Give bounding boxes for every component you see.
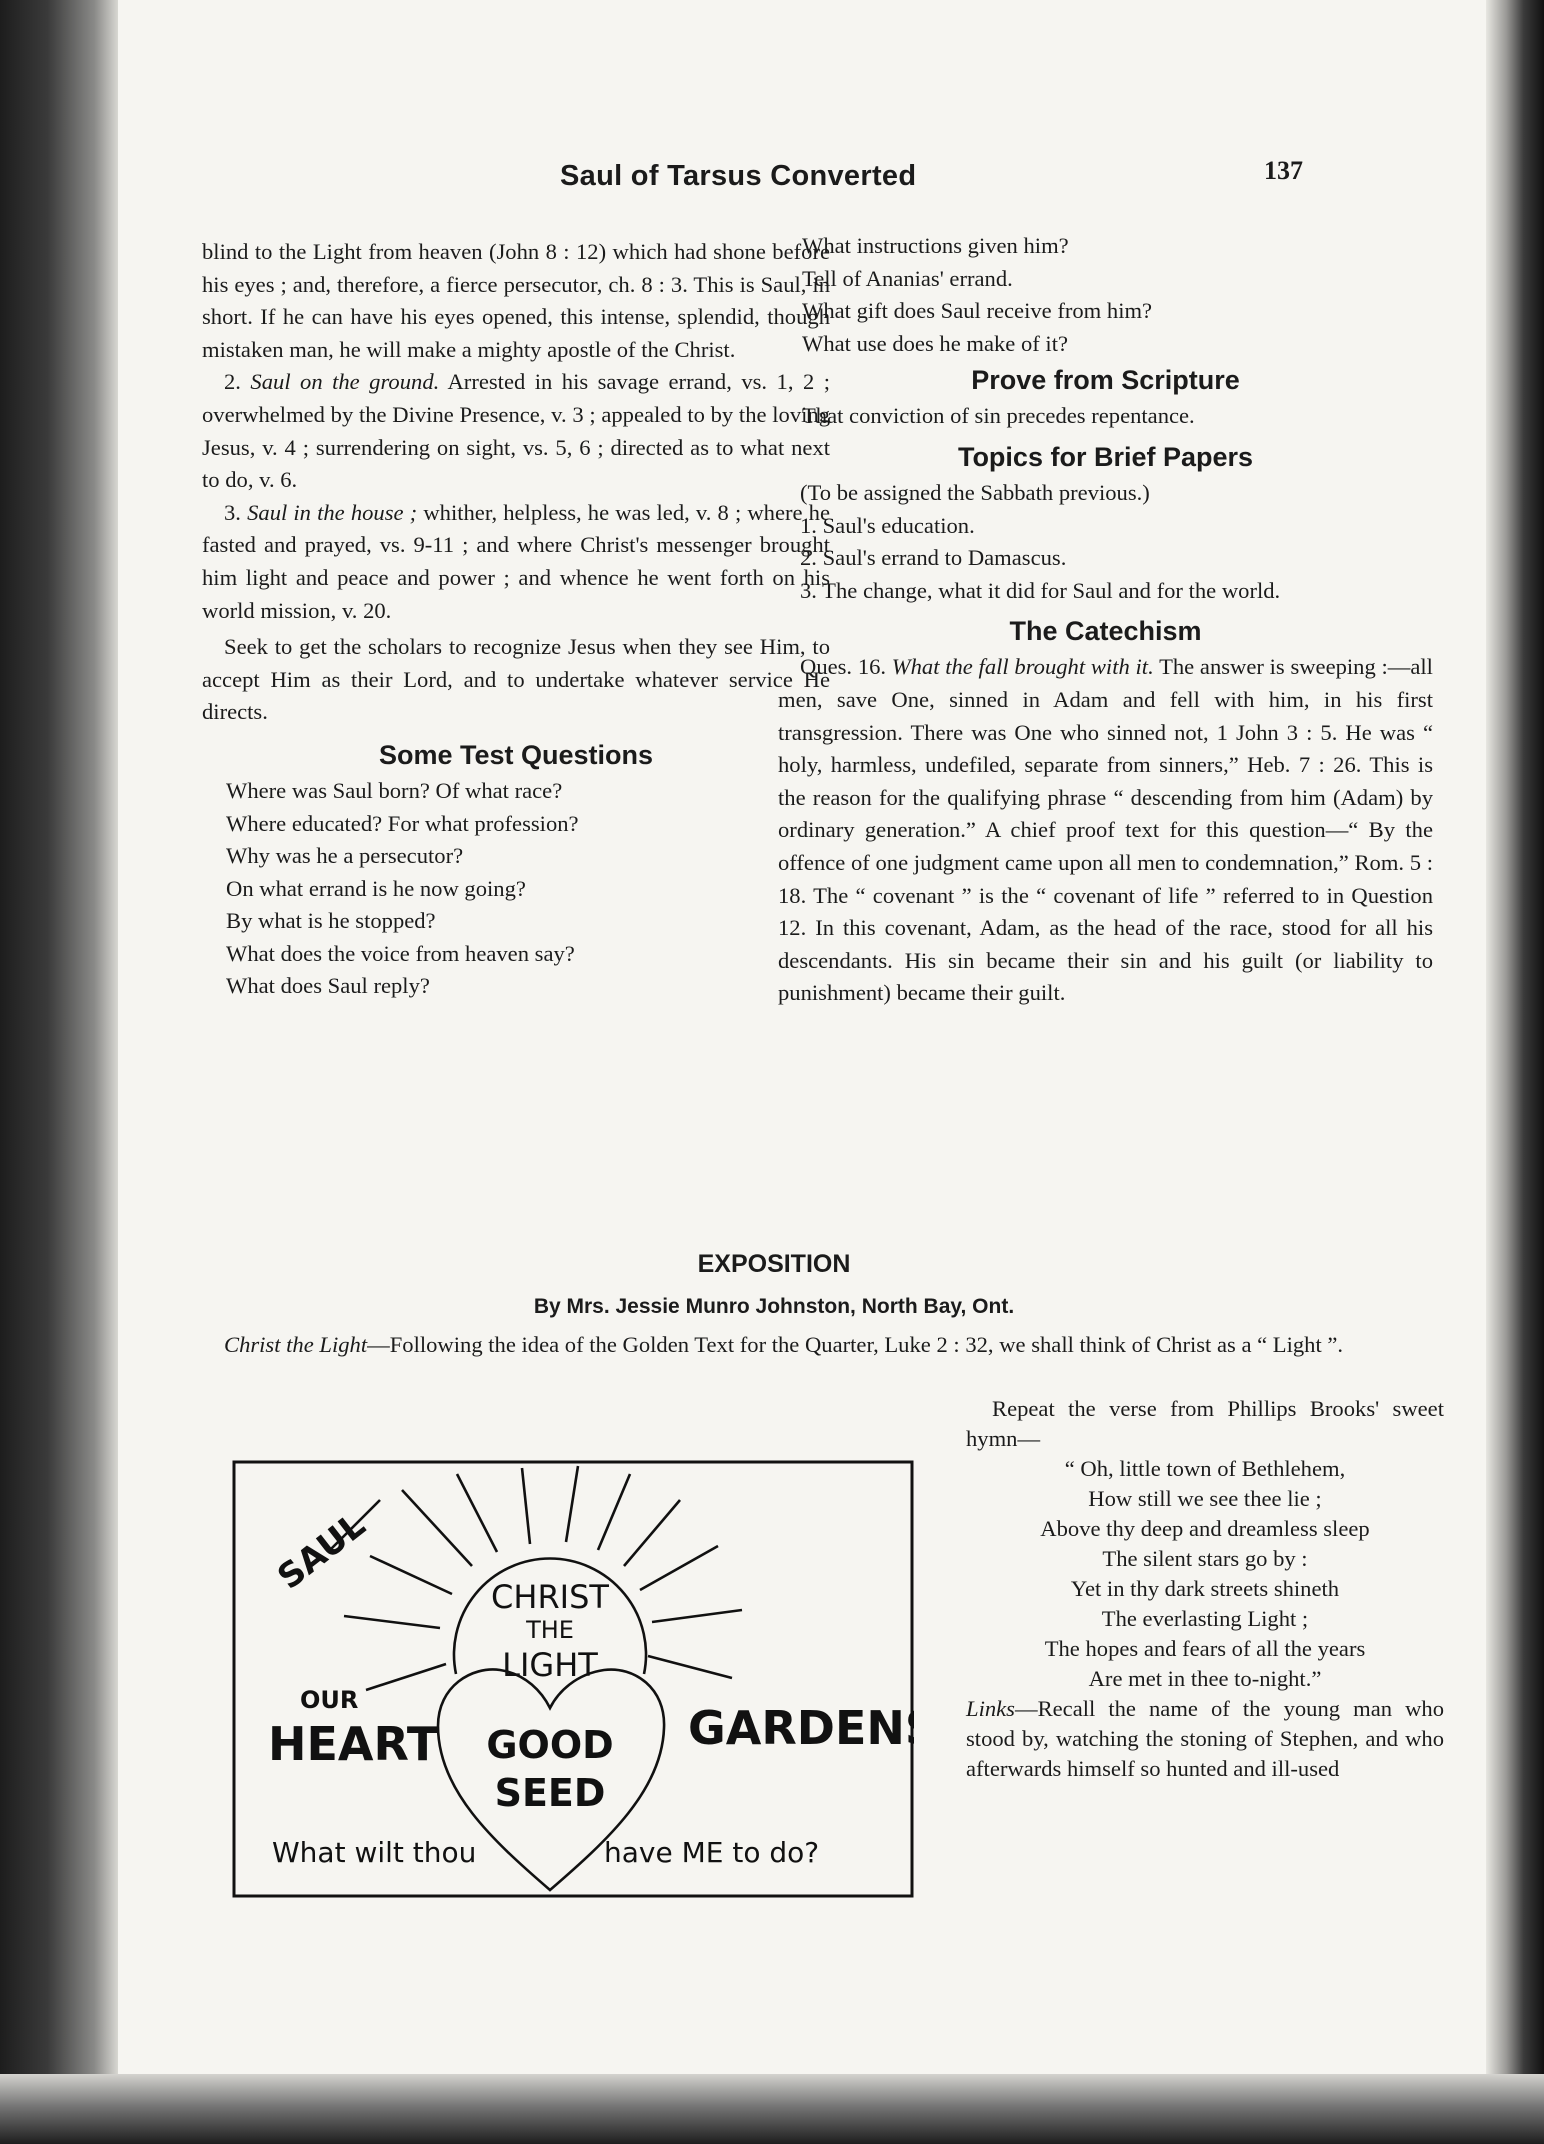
blackboard-figure bbox=[232, 1460, 914, 1898]
exposition-intro-italic: Christ the Light bbox=[224, 1332, 368, 1357]
exposition-intro bbox=[224, 1328, 1430, 1362]
blackboard-drawing bbox=[232, 1460, 914, 1898]
seed-label: SEED bbox=[494, 1771, 606, 1815]
hymn-line: The silent stars go by : bbox=[1102, 1546, 1308, 1571]
question-line: Tell of Ananias' errand. bbox=[802, 265, 1013, 291]
question-line: What instructions given him? bbox=[802, 233, 1069, 258]
hymn-line: Above thy deep and dreamless sleep bbox=[1040, 1516, 1370, 1541]
question-line: Where educated? For what profession? bbox=[226, 810, 579, 836]
topic-item: 2. Saul's errand to Damascus. bbox=[800, 545, 1067, 571]
links-paragraph bbox=[966, 1694, 1444, 1784]
page-number: 137 bbox=[1264, 156, 1303, 185]
paragraph-seek: Seek to get the scholars to recognize Jesus when they see Him, to accept Him as their Lord, and to undertake whatever service He directs. bbox=[202, 634, 830, 725]
hymn-column bbox=[966, 1394, 1444, 1784]
hymn-line: How still we see thee lie ; bbox=[1088, 1486, 1322, 1511]
paragraph-number: 3. bbox=[224, 499, 241, 525]
section-heading-test-questions: Some Test Questions bbox=[378, 739, 654, 770]
right-column bbox=[778, 230, 1433, 1010]
catechism-paragraph bbox=[778, 651, 1433, 1010]
question-line: Where was Saul born? Of what race? bbox=[226, 777, 563, 803]
question-line: What does the voice from heaven say? bbox=[226, 940, 575, 966]
light-label: LIGHT bbox=[502, 1646, 598, 1684]
paragraph-italic-heading: Saul in the house ; bbox=[247, 499, 418, 525]
hymn-lead: Repeat the verse from Phillips Brooks' sweet hymn— bbox=[966, 1396, 1444, 1451]
paragraph-body: Arrested in his savage errand, vs. 1, 2 ; overwhelmed by the Divine Presence, v. 3 ; appealed to by the loving Jesus, v. 4 ; surrendering on sight, vs. 5, 6 ; directed as to what next to do, v. 6. bbox=[202, 369, 830, 493]
section-heading-prove: Prove from Scripture bbox=[971, 365, 1240, 396]
catechism-question-title: What the fall brought with it. bbox=[891, 654, 1154, 680]
paragraph-saul-on-ground bbox=[202, 366, 830, 496]
scan-border-left bbox=[0, 0, 118, 2144]
question-line: By what is he stopped? bbox=[226, 908, 436, 934]
left-column bbox=[202, 236, 830, 1003]
saul-label: SAUL bbox=[270, 1505, 373, 1598]
paragraph-body: whither, helpless, he was led, v. 8 ; where he fasted and prayed, vs. 9-11 ; and where Christ's messenger brought him light and peace and power ; and whence he went forth on his world mission, v. 20. bbox=[202, 499, 830, 623]
paragraph-italic-heading: Saul on the ground. bbox=[250, 369, 440, 395]
good-label: GOOD bbox=[486, 1723, 614, 1767]
the-label: THE bbox=[526, 1616, 574, 1644]
heart-label: HEART bbox=[268, 1717, 439, 1771]
section-heading-catechism: The Catechism bbox=[1009, 616, 1202, 647]
paragraph-intro: blind to the Light from heaven (John 8 : 12) which had shone before his eyes ; and, therefore, a fierce persecutor, ch. 8 : 3. This is Saul, in short. If he can have his eyes opened, this intense, splendid, though mistaken man, he will make a mighty apostle of the Christ. bbox=[202, 239, 830, 362]
our-label: OUR bbox=[300, 1686, 359, 1714]
question-line: What gift does Saul receive from him? bbox=[802, 298, 1153, 324]
topic-item: 1. Saul's education. bbox=[800, 512, 975, 538]
book-page bbox=[118, 0, 1486, 2074]
links-italic: Links bbox=[966, 1696, 1015, 1721]
question-line: What does Saul reply? bbox=[226, 973, 430, 999]
exposition-intro-text: —Following the idea of the Golden Text for the Quarter, Luke 2 : 32, we shall think of Christ as a “ Light ”. bbox=[367, 1332, 1344, 1357]
question-line: On what errand is he now going? bbox=[226, 875, 526, 901]
hymn-line: “ Oh, little town of Bethlehem, bbox=[1064, 1456, 1346, 1481]
links-text: —Recall the name of the young man who stood by, watching the stoning of Stephen, and who afterwards himself so hunted and ill-used bbox=[966, 1696, 1444, 1781]
topics-note: (To be assigned the Sabbath previous.) bbox=[800, 479, 1150, 505]
paragraph-number: 2. bbox=[224, 369, 241, 395]
section-heading-topics: Topics for Brief Papers bbox=[957, 441, 1254, 472]
question-right-label: have ME to do? bbox=[604, 1836, 820, 1869]
running-title: Saul of Tarsus Converted bbox=[560, 160, 917, 192]
hymn-line: Yet in thy dark streets shineth bbox=[1070, 1576, 1340, 1601]
hymn-line: Are met in thee to-night.” bbox=[1088, 1666, 1322, 1691]
question-left-label: What wilt thou bbox=[272, 1836, 477, 1869]
gardens-label: GARDENS bbox=[688, 1701, 914, 1755]
hymn-line: The hopes and fears of all the years bbox=[1044, 1636, 1366, 1661]
scan-border-bottom bbox=[0, 2074, 1544, 2144]
question-line: Why was he a persecutor? bbox=[226, 843, 464, 869]
prove-text: That conviction of sin precedes repentance. bbox=[802, 403, 1195, 429]
question-line: What use does he make of it? bbox=[802, 330, 1069, 356]
exposition-title: EXPOSITION bbox=[697, 1250, 851, 1278]
christ-label: CHRIST bbox=[491, 1578, 609, 1616]
paragraph-saul-in-house bbox=[202, 497, 830, 627]
hymn-line: The everlasting Light ; bbox=[1101, 1606, 1309, 1631]
catechism-question-number: Ques. 16. bbox=[800, 654, 887, 680]
catechism-answer: The answer is sweeping :—all men, save One, sinned in Adam and fell with him, in his first transgression. There was One who sinned not, 1 John 3 : 5. He was “ holy, harmless, undefiled, separate from sinners,” Heb. 7 : 26. This is the reason for the qualifying phrase “ descending from him (Adam) by ordinary generation.” A chief proof text for this question—“ By the offence of one judgment came upon all men to condemnation,” Rom. 5 : 18. The “ covenant ” is the “ covenant of life ” referred to in Question 12. In this covenant, Adam, as the head of the race, stood for all his descendants. His sin became their sin and his guilt (or liability to punishment) became their guilt. bbox=[778, 654, 1433, 1006]
scan-border-right bbox=[1486, 0, 1544, 2144]
exposition-byline: By Mrs. Jessie Munro Johnston, North Bay, Ont. bbox=[533, 1295, 1015, 1318]
topic-item: 3. The change, what it did for Saul and for the world. bbox=[800, 577, 1281, 603]
